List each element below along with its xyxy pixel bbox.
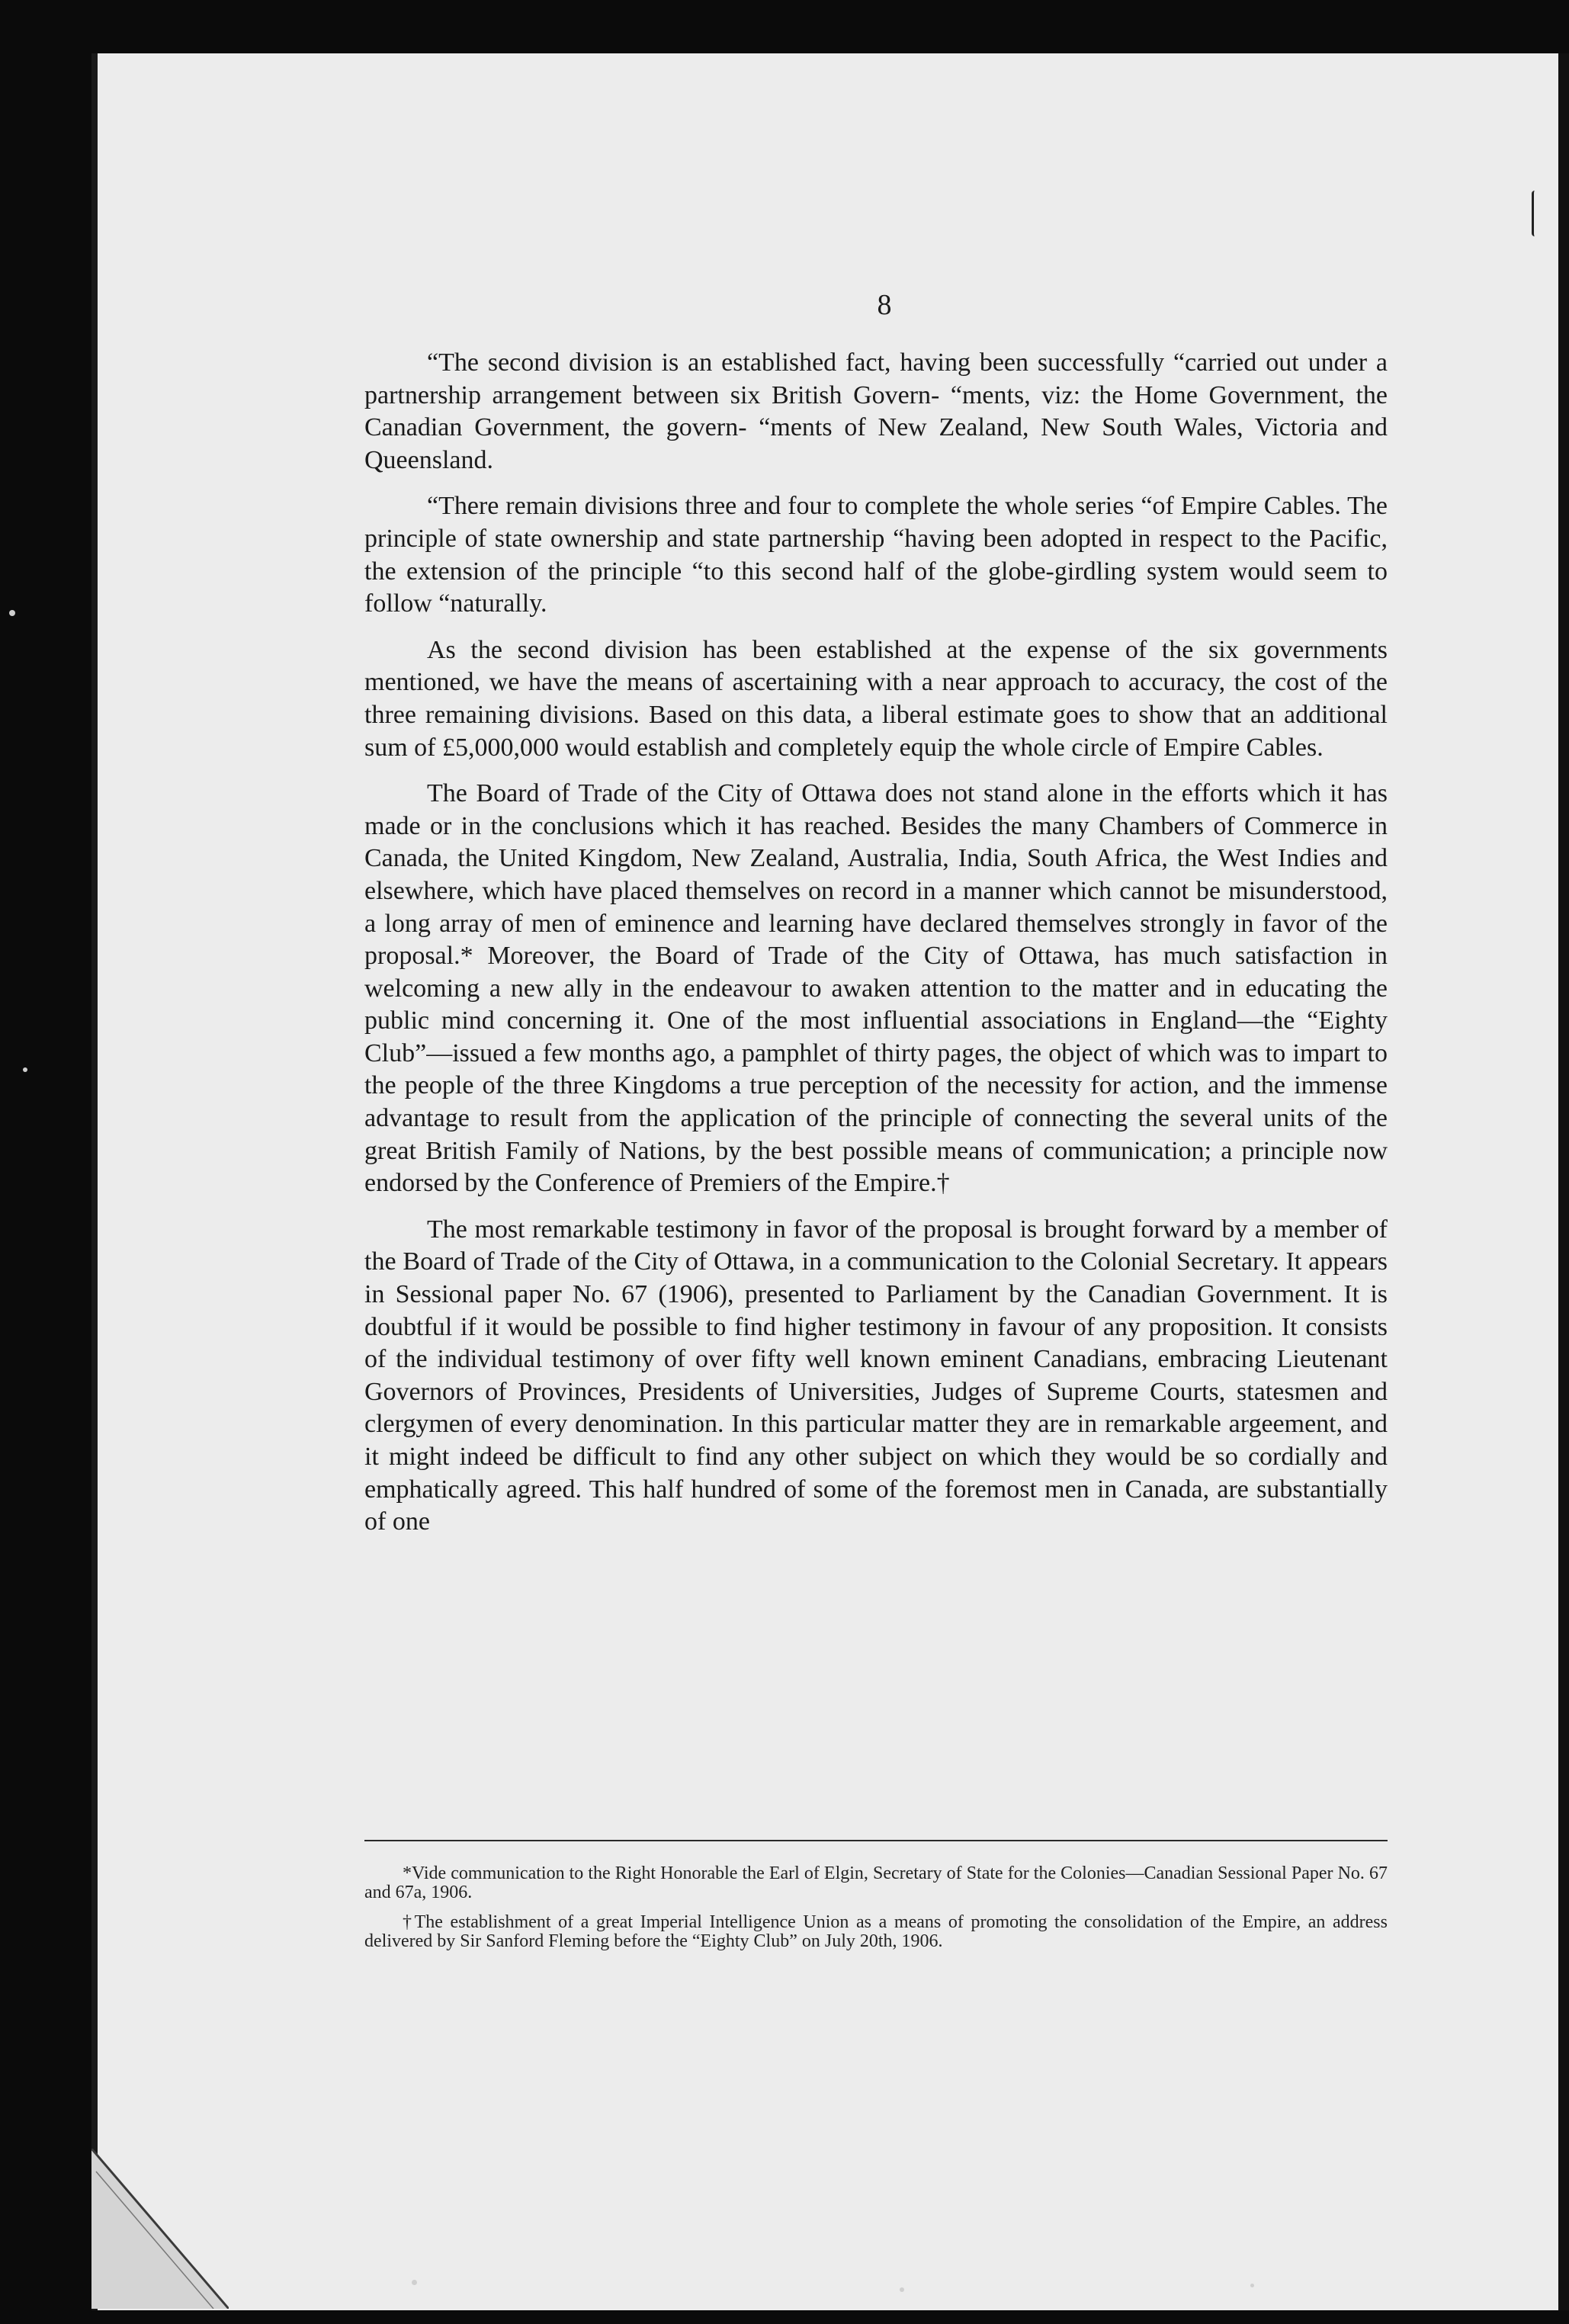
- page-number: 8: [877, 289, 892, 321]
- scan-speck: [1250, 2284, 1254, 2287]
- paragraph-cost-estimate: As the second division has been established at the expense of the six governments mentioned, we have the means of ascertaining with a near approach to accuracy, the cost of the three remaining divisions. Based on this data, a liberal estimate goes to show that an additional sum of £5,000,000 would establish and completely equip the whole circle of Empire Cables.: [364, 635, 1388, 762]
- paragraph-quote-second-division: “The second division is an established fact, having been successfully “carried out under a partnership arrangement between six British Govern- “ments, viz: the Home Government, the Canadian Government, the govern- “ments of New Zealand, New South Wales, Victoria and Queensland.: [364, 348, 1388, 474]
- footnote-vide: *Vide communication to the Right Honorable the Earl of Elgin, Secretary of State for the Colonies—Canadian Sessional Paper No. 67 and 67a, 1906.: [364, 1863, 1388, 1902]
- footnote-divider: [364, 1840, 1388, 1841]
- margin-bracket-mark: [1532, 191, 1546, 236]
- body-text: [364, 347, 1388, 1539]
- paragraph-quote-divisions-three-four: “There remain divisions three and four to complete the whole series “of Empire Cables. The principle of state ownership and state partnership “having been adopted in respect to the Pacific, the extension of the principle “to this second half of the globe-girdling system would seem to follow “naturally.: [364, 492, 1388, 618]
- folded-corner: [91, 2149, 229, 2309]
- scan-speck: [9, 610, 15, 616]
- page-edge-shadow: [1558, 53, 1569, 2310]
- footnotes: [364, 1864, 1388, 1962]
- scan-speck: [900, 2287, 904, 2292]
- footnote-intelligence-union: †The establishment of a great Imperial Intelligence Union as a means of promoting the consolidation of the Empire, an address delivered by Sir Sanford Fleming before the “Eighty Club” on July 20th, 1906.: [364, 1912, 1388, 1951]
- paragraph-testimony: The most remarkable testimony in favor of the proposal is brought forward by a member of the Board of Trade of the City of Ottawa, in a communication to the Colonial Secretary. It appears in Sessional paper No. 67 (1906), presented to Parliament by the Canadian Government. It is doubtful if it would be possible to find higher testimony in favour of any proposition. It consists of the individual testimony of over fifty well known eminent Canadians, embracing Lieutenant Governors of Provinces, Presidents of Universities, Judges of Supreme Courts, statesmen and clergymen of every denomination. In this particular matter they are in remarkable argeement, and it might indeed be difficult to find any other subject on which they would be so cordially and emphatically agreed. This half hundred of some of the foremost men in Canada, are substantially of one: [364, 1215, 1388, 1536]
- scan-speck: [412, 2280, 417, 2285]
- scan-speck: [23, 1067, 27, 1072]
- paragraph-board-of-trade: The Board of Trade of the City of Ottawa does not stand alone in the efforts which it has made or in the conclusions which it has reached. Besides the many Chambers of Commerce in Canada, the United Kingdom, New Zealand, Australia, India, South Africa, the West Indies and elsewhere, which have placed themselves on record in a manner which cannot be misunderstood, a long array of men of eminence and learning have declared themselves strongly in favor of the proposal.* Moreover, the Board of Trade of the City of Ottawa, has much satisfaction in welcoming a new ally in the endeavour to awaken attention to the matter and in educating the public mind concerning it. One of the most influential associations in England—the “Eighty Club”—issued a few months ago, a pamphlet of thirty pages, the object of which was to impart to the people of the three Kingdoms a true perception of the necessity for action, and the immense advantage to result from the application of the principle of connecting the several units of the great British Family of Nations, by the best possible means of communication; a principle now endorsed by the Conference of Premiers of the Empire.†: [364, 779, 1388, 1198]
